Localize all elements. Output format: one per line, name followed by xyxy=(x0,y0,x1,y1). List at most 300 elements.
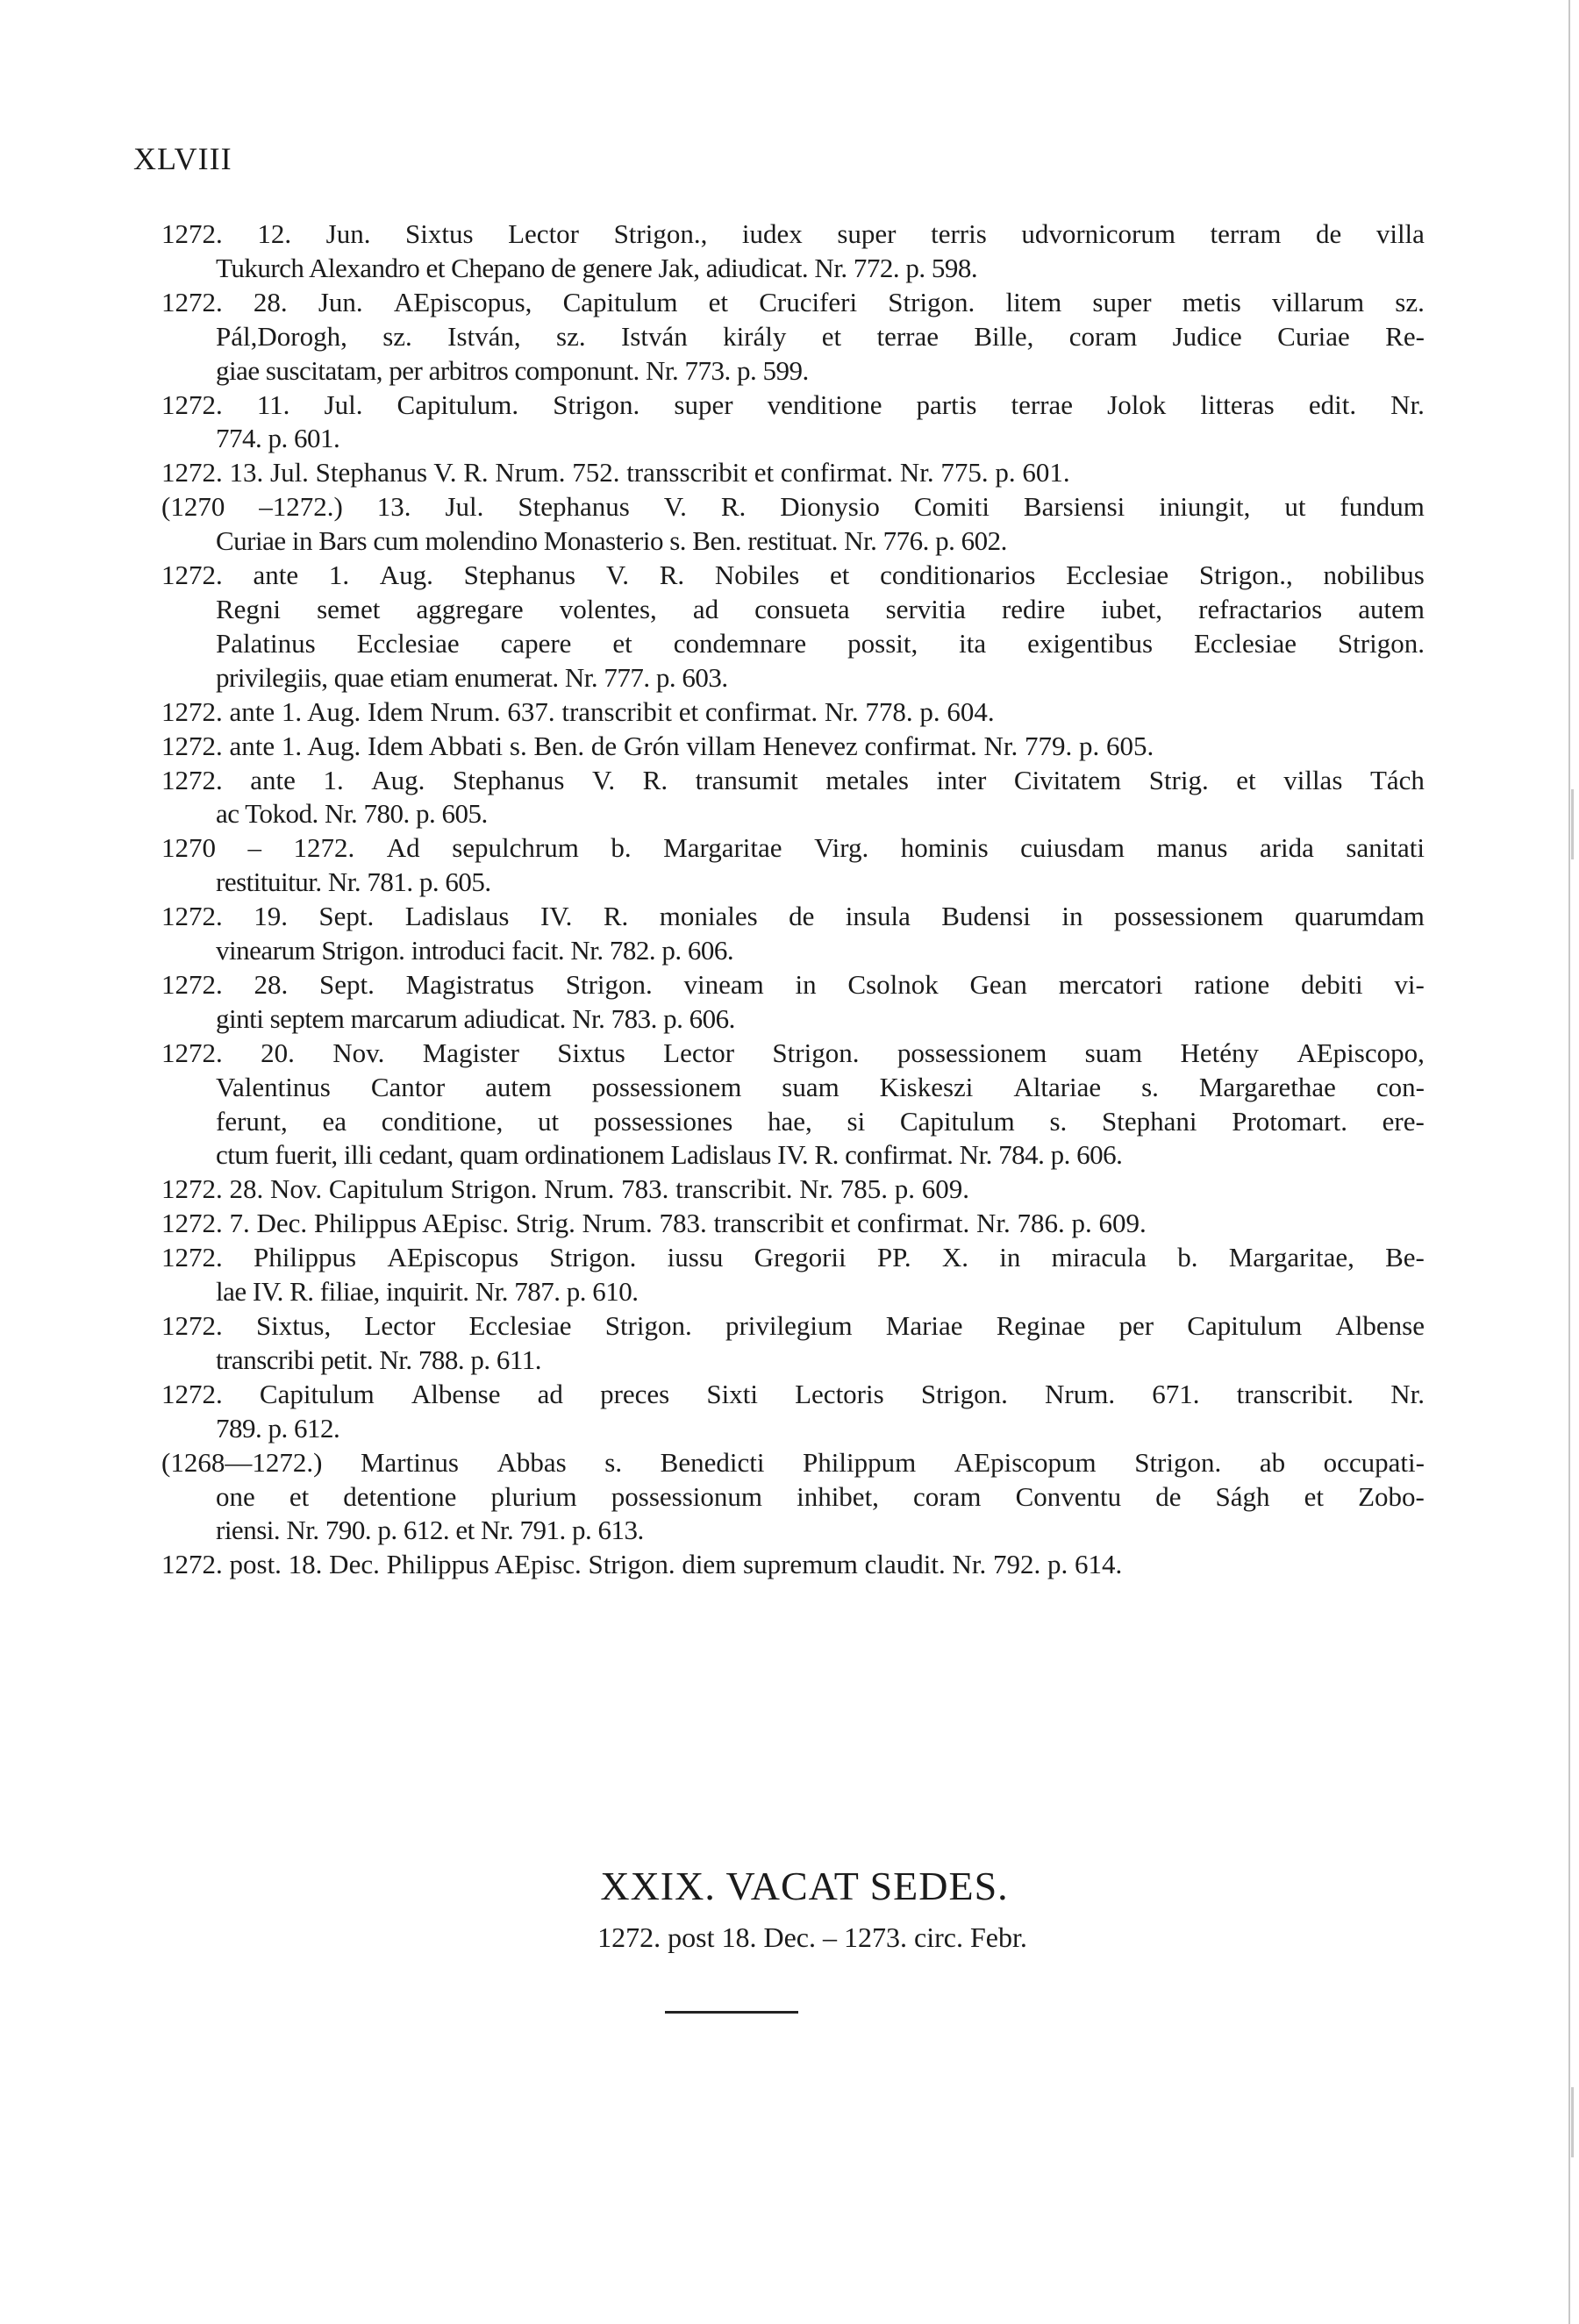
word: et xyxy=(289,1480,310,1512)
word: Cruciferi xyxy=(759,286,858,317)
entry-line-continued: ctum fuerit, illi cedant, quam ordinationem Ladislaus IV. R. confirmat. Nr. 784. p. 606. xyxy=(216,1139,1123,1171)
word: Stephanus xyxy=(518,491,630,523)
word: 1272. xyxy=(161,1242,223,1273)
calendar-entry xyxy=(161,456,1425,490)
word: refractarios xyxy=(1198,593,1323,624)
word: 1272. xyxy=(161,764,223,795)
word: Jul. xyxy=(324,389,363,420)
word: capere xyxy=(500,627,572,659)
section-title: XXIX. VACAT SEDES. xyxy=(600,1864,1009,1908)
word: servitia xyxy=(885,593,966,624)
word: Jun. xyxy=(325,218,371,249)
word: 1272. xyxy=(161,968,223,1000)
word: Jun. xyxy=(318,286,363,317)
word: V. xyxy=(605,560,629,591)
word: Curiae xyxy=(1277,320,1350,352)
scan-edge-mark xyxy=(1571,2087,1574,2157)
word: ut xyxy=(538,1105,560,1137)
word: cuiusdam xyxy=(1020,832,1125,864)
word: sz. xyxy=(556,320,586,352)
word: Comiti xyxy=(913,491,990,523)
entry-line-continued xyxy=(161,1480,1425,1515)
word: Stephanus xyxy=(463,560,576,591)
word: terrae xyxy=(876,320,940,352)
word: Csolnok xyxy=(847,968,939,1000)
word: Philippum xyxy=(803,1446,917,1478)
word: –1272.) xyxy=(259,491,343,523)
word: Margaritae xyxy=(663,832,782,864)
entry-line-first xyxy=(161,1446,1425,1480)
word: possessionum xyxy=(611,1480,762,1512)
word: Nr. xyxy=(1390,1378,1425,1409)
word: de xyxy=(1155,1480,1182,1512)
calendar-entry xyxy=(161,900,1425,968)
word: ab xyxy=(1259,1446,1286,1478)
word: possit, xyxy=(847,627,918,659)
word: Be- xyxy=(1385,1242,1425,1273)
word: Budensi xyxy=(941,901,1031,932)
word: Stephani xyxy=(1102,1105,1197,1137)
word: Ecclesiae xyxy=(356,627,460,659)
word: Margarethae xyxy=(1198,1071,1336,1102)
entry-line-continued: lae IV. R. filiae, inquirit. Nr. 787. p. 610. xyxy=(216,1276,639,1308)
word: sz. xyxy=(382,320,412,352)
word: super xyxy=(674,389,733,420)
entry-line-first xyxy=(161,389,1425,423)
word: Jolok xyxy=(1107,389,1167,420)
word: Strigon. xyxy=(920,1378,1008,1409)
word: terrae xyxy=(1011,389,1074,420)
word: super xyxy=(837,218,897,249)
word: coram xyxy=(913,1480,982,1512)
word: IV. xyxy=(539,901,573,932)
word: possessionem xyxy=(1113,901,1264,932)
word: 13. xyxy=(376,491,411,523)
word: sanitati xyxy=(1346,832,1425,864)
word: ut xyxy=(1284,491,1306,523)
word: iudex xyxy=(741,218,803,249)
word: fundum xyxy=(1340,491,1425,523)
word: 1272. xyxy=(161,286,223,317)
word: 1. xyxy=(328,560,350,591)
word: Strigon. xyxy=(604,1310,692,1341)
word: Lectoris xyxy=(795,1378,884,1409)
word: iussu xyxy=(667,1242,724,1273)
word: autem xyxy=(485,1071,552,1102)
word: litem xyxy=(1005,286,1062,317)
calendar-entry xyxy=(161,1173,1425,1207)
word: conditionarios xyxy=(880,560,1036,591)
word: Sixtus xyxy=(405,218,474,249)
word: semet xyxy=(317,593,381,624)
word: Valentinus xyxy=(216,1071,331,1102)
word: ferunt, xyxy=(216,1105,288,1137)
word: Magistratus xyxy=(405,968,534,1000)
entry-line-first: 1272. 13. Jul. Stephanus V. R. Nrum. 752. transscribit et confirmat. Nr. 775. p. 601. xyxy=(161,457,1070,488)
word: V. xyxy=(663,491,687,523)
word: metales xyxy=(825,764,909,795)
word: hominis xyxy=(900,832,989,864)
word: Hetény xyxy=(1180,1037,1259,1068)
word: insula xyxy=(845,901,911,932)
entry-line-continued: riensi. Nr. 790. p. 612. et Nr. 791. p. 613. xyxy=(216,1515,644,1546)
word: arida xyxy=(1259,832,1314,864)
word: de xyxy=(1316,218,1342,249)
word: Sixti xyxy=(706,1378,758,1409)
word: autem xyxy=(1358,593,1425,624)
word: et xyxy=(830,560,850,591)
word: suam xyxy=(782,1071,840,1102)
word: Nobiles xyxy=(714,560,800,591)
word: Bille, xyxy=(974,320,1034,352)
entry-line-continued xyxy=(161,1105,1425,1139)
word: in xyxy=(795,968,817,1000)
entry-line-continued: restituitur. Nr. 781. p. 605. xyxy=(216,866,491,898)
entry-line-first xyxy=(161,764,1425,798)
word: ad xyxy=(537,1378,563,1409)
word: Capitulum xyxy=(1187,1310,1303,1341)
word: Conventu xyxy=(1015,1480,1122,1512)
calendar-entry xyxy=(161,286,1425,389)
word: occupati- xyxy=(1323,1446,1425,1478)
word: Nr. xyxy=(1390,389,1425,420)
word: 1270 xyxy=(161,832,216,864)
word: udvornicorum xyxy=(1021,218,1175,249)
word: iniungit, xyxy=(1159,491,1251,523)
word: venditione xyxy=(767,389,882,420)
word: villas xyxy=(1283,764,1343,795)
word: Capitulum xyxy=(259,1378,375,1409)
word: b. xyxy=(1177,1242,1198,1273)
word: Strigon. xyxy=(888,286,975,317)
word: coram xyxy=(1068,320,1138,352)
word: 1272. xyxy=(161,1310,223,1341)
word: PP. xyxy=(876,1242,911,1273)
word: Strigon. xyxy=(772,1037,860,1068)
entry-line-continued xyxy=(161,593,1425,627)
word: et xyxy=(821,320,842,352)
word: litteras xyxy=(1200,389,1275,420)
word: Barsiensi xyxy=(1023,491,1125,523)
word: transumit xyxy=(695,764,798,795)
word: (1270 xyxy=(161,491,225,523)
word: quarumdam xyxy=(1294,901,1425,932)
calendar-entry xyxy=(161,389,1425,457)
word: 1272. xyxy=(161,218,223,249)
word: ratione xyxy=(1194,968,1270,1000)
entry-line-continued: transcribi petit. Nr. 788. p. 611. xyxy=(216,1344,542,1375)
entry-line-continued xyxy=(161,1071,1425,1105)
word: Sixtus xyxy=(557,1037,625,1068)
word: R. xyxy=(603,901,629,932)
word: one xyxy=(216,1480,255,1512)
word: detentione xyxy=(343,1480,457,1512)
section-dates: 1272. post 18. Dec. – 1273. circ. Febr. xyxy=(597,1921,1027,1953)
word: Philippus xyxy=(253,1242,357,1273)
entry-line-first xyxy=(161,1241,1425,1275)
word: hae, xyxy=(768,1105,812,1137)
word: – xyxy=(247,832,262,864)
word: privilegium xyxy=(725,1310,853,1341)
word: Judice xyxy=(1172,320,1242,352)
calendar-entry xyxy=(161,1548,1425,1582)
word: Dionysio xyxy=(780,491,880,523)
word: V. xyxy=(591,764,616,795)
page-number: XLVIII xyxy=(133,141,232,176)
word: con- xyxy=(1375,1071,1425,1102)
word: Nov. xyxy=(332,1037,385,1068)
word: Mariae xyxy=(885,1310,963,1341)
word: Albense xyxy=(1335,1310,1425,1341)
calendar-entry xyxy=(161,695,1425,730)
word: Ecclesiae xyxy=(1066,560,1169,591)
word: (1268—1272.) xyxy=(161,1446,323,1478)
word: per xyxy=(1118,1310,1154,1341)
word: Strigon., xyxy=(613,218,708,249)
word: király xyxy=(723,320,787,352)
word: villarum xyxy=(1272,286,1365,317)
entry-line-continued xyxy=(161,320,1425,354)
word: possessionem xyxy=(591,1071,742,1102)
word: István xyxy=(620,320,688,352)
scan-edge-line xyxy=(1568,0,1570,2324)
word: si xyxy=(847,1105,866,1137)
entry-line-first: 1272. 28. Nov. Capitulum Strigon. Nrum. 783. transcribit. Nr. 785. p. 609. xyxy=(161,1173,970,1205)
word: s. xyxy=(1141,1071,1159,1102)
word: metis xyxy=(1182,286,1241,317)
word: ere- xyxy=(1382,1105,1425,1137)
word: aggregare xyxy=(416,593,524,624)
word: vi- xyxy=(1394,968,1425,1000)
word: 1272. xyxy=(161,1037,223,1068)
word: suam xyxy=(1084,1037,1143,1068)
word: R. xyxy=(642,764,668,795)
word: Tách xyxy=(1369,764,1425,795)
word: Sept. xyxy=(319,968,375,1000)
word: Strigon. xyxy=(565,968,653,1000)
word: terris xyxy=(931,218,987,249)
word: Strigon. xyxy=(1337,627,1425,659)
word: Stephanus xyxy=(452,764,565,795)
word: s. xyxy=(604,1446,623,1478)
word: de xyxy=(789,901,815,932)
word: sz. xyxy=(1395,286,1425,317)
word: condemnare xyxy=(673,627,807,659)
word: Gean xyxy=(969,968,1027,1000)
word: Aug. xyxy=(371,764,425,795)
word: Capitulum xyxy=(562,286,678,317)
word: Virg. xyxy=(814,832,869,864)
calendar-entry xyxy=(161,1241,1425,1309)
word: 1. xyxy=(323,764,344,795)
word: partis xyxy=(916,389,977,420)
entry-line-first xyxy=(161,1309,1425,1344)
word: Capitulum xyxy=(899,1105,1015,1137)
word: 19. xyxy=(254,901,288,932)
word: Kiskeszi xyxy=(879,1071,974,1102)
word: Magister xyxy=(422,1037,519,1068)
word: miracula xyxy=(1051,1242,1147,1273)
word: Ladislaus xyxy=(404,901,510,932)
word: inhibet, xyxy=(797,1480,879,1512)
word: Regni xyxy=(216,593,282,624)
word: 1272. xyxy=(161,560,223,591)
entry-line-continued: 789. p. 612. xyxy=(216,1412,340,1444)
word: et xyxy=(1236,764,1256,795)
word: Strigon. xyxy=(553,389,640,420)
word: et xyxy=(1304,1480,1324,1512)
entry-line-first xyxy=(161,1378,1425,1412)
scan-edge-mark xyxy=(1571,789,1574,859)
word: Ecclesiae xyxy=(1193,627,1297,659)
word: Lector xyxy=(663,1037,735,1068)
word: terram xyxy=(1210,218,1282,249)
word: Martinus xyxy=(360,1446,459,1478)
entry-line-first xyxy=(161,217,1425,252)
word: redire xyxy=(1001,593,1066,624)
entry-line-continued: 774. p. 601. xyxy=(216,423,340,454)
word: Abbas xyxy=(497,1446,567,1478)
calendar-entry xyxy=(161,1309,1425,1378)
entry-line-continued: ginti septem marcarum adiudicat. Nr. 783. p. 606. xyxy=(216,1002,735,1034)
entry-line-first xyxy=(161,286,1425,320)
word: Sixtus, xyxy=(255,1310,332,1341)
section-heading xyxy=(0,1863,1579,1954)
word: AEpiscopus xyxy=(387,1242,519,1273)
word: et xyxy=(708,286,729,317)
word: 28. xyxy=(253,286,288,317)
word: 28. xyxy=(254,968,289,1000)
word: ante xyxy=(253,560,299,591)
entry-line-continued: ac Tokod. Nr. 780. p. 605. xyxy=(216,798,488,830)
word: preces xyxy=(600,1378,670,1409)
word: villa xyxy=(1375,218,1425,249)
word: Sept. xyxy=(318,901,375,932)
word: volentes, xyxy=(559,593,657,624)
word: Gregorii xyxy=(754,1242,847,1273)
word: Zobo- xyxy=(1358,1480,1425,1512)
word: X. xyxy=(941,1242,969,1273)
word: Reginae xyxy=(996,1310,1086,1341)
word: manus xyxy=(1156,832,1228,864)
word: et xyxy=(612,627,632,659)
entry-line-first xyxy=(161,831,1425,866)
entry-list xyxy=(161,217,1425,1582)
calendar-entry xyxy=(161,730,1425,764)
word: Ad xyxy=(386,832,420,864)
word: ita xyxy=(959,627,987,659)
word: AEpiscopus, xyxy=(393,286,532,317)
word: Re- xyxy=(1385,320,1425,352)
calendar-entry xyxy=(161,1037,1425,1173)
word: Strig. xyxy=(1148,764,1209,795)
word: ante xyxy=(250,764,296,795)
word: conditione, xyxy=(381,1105,504,1137)
word: super xyxy=(1092,286,1152,317)
word: Protomart. xyxy=(1232,1105,1347,1137)
word: edit. xyxy=(1308,389,1357,420)
word: nobilibus xyxy=(1323,560,1425,591)
entry-line-first: 1272. ante 1. Aug. Idem Nrum. 637. transcribit et confirmat. Nr. 778. p. 604. xyxy=(161,695,995,727)
word: Palatinus xyxy=(216,627,316,659)
entry-line-first: 1272. post. 18. Dec. Philippus AEpisc. Strigon. diem supremum claudit. Nr. 792. p. 614. xyxy=(161,1549,1123,1580)
entry-line-continued: vinearum Strigon. introduci facit. Nr. 782. p. 606. xyxy=(216,935,734,966)
word: Pál,Dorogh, xyxy=(216,320,347,352)
word: 1272. xyxy=(161,1378,223,1409)
word: Capitulum. xyxy=(397,389,519,420)
word: ea xyxy=(322,1105,347,1137)
word: Ságh xyxy=(1215,1480,1270,1512)
entry-line-continued: Curiae in Bars cum molendino Monasterio s. Ben. restituat. Nr. 776. p. 602. xyxy=(216,525,1007,557)
word: R. xyxy=(659,560,685,591)
word: 1272. xyxy=(293,832,355,864)
word: 671. xyxy=(1152,1378,1200,1409)
word: vineam xyxy=(683,968,764,1000)
word: Lector xyxy=(508,218,579,249)
entry-line-continued: privilegiis, quae etiam enumerat. Nr. 777. p. 603. xyxy=(216,661,728,693)
word: exigentibus xyxy=(1027,627,1154,659)
word: possessiones xyxy=(593,1105,733,1137)
word: 20. xyxy=(261,1037,295,1068)
word: Civitatem xyxy=(1013,764,1122,795)
calendar-entry xyxy=(161,831,1425,900)
word: moniales xyxy=(659,901,758,932)
calendar-entry xyxy=(161,559,1425,695)
word: István, xyxy=(447,320,521,352)
calendar-entry xyxy=(161,490,1425,559)
closing-rule xyxy=(665,2011,798,2014)
calendar-entry xyxy=(161,968,1425,1037)
entry-line-continued: giae suscitatam, per arbitros componunt. Nr. 773. p. 599. xyxy=(216,354,809,386)
word: AEpiscopo, xyxy=(1297,1037,1425,1068)
word: Lector xyxy=(364,1310,436,1341)
word: 11. xyxy=(256,389,290,420)
word: transcribit. xyxy=(1236,1378,1354,1409)
word: 1272. xyxy=(161,901,223,932)
word: Jul. xyxy=(445,491,484,523)
entry-line-first xyxy=(161,559,1425,593)
word: in xyxy=(999,1242,1021,1273)
word: mercatori xyxy=(1058,968,1163,1000)
word: s. xyxy=(1049,1105,1068,1137)
word: Cantor xyxy=(370,1071,446,1102)
entry-line-first xyxy=(161,900,1425,934)
word: Margaritae, xyxy=(1228,1242,1354,1273)
word: Strigon., xyxy=(1198,560,1293,591)
entry-line-first xyxy=(161,1037,1425,1071)
word: sepulchrum xyxy=(452,832,579,864)
word: Ecclesiae xyxy=(468,1310,572,1341)
word: iubet, xyxy=(1101,593,1163,624)
entry-line-continued: Tukurch Alexandro et Chepano de genere Jak, adiudicat. Nr. 772. p. 598. xyxy=(216,252,978,283)
word: R. xyxy=(720,491,747,523)
word: AEpiscopum xyxy=(954,1446,1097,1478)
entry-line-first: 1272. 7. Dec. Philippus AEpisc. Strig. Nrum. 783. transcribit et confirmat. Nr. 786. p. 609. xyxy=(161,1208,1147,1239)
entry-line-first: 1272. ante 1. Aug. Idem Abbati s. Ben. de Grón villam Henevez confirmat. Nr. 779. p. 605. xyxy=(161,730,1154,761)
word: Nrum. xyxy=(1045,1378,1116,1409)
word: Albense xyxy=(411,1378,501,1409)
word: ad xyxy=(692,593,719,624)
word: Strigon. xyxy=(549,1242,637,1273)
word: possessionem xyxy=(897,1037,1047,1068)
word: 1272. xyxy=(161,389,223,420)
word: in xyxy=(1061,901,1083,932)
word: Strigon. xyxy=(1134,1446,1222,1478)
word: debiti xyxy=(1301,968,1363,1000)
calendar-entry xyxy=(161,1446,1425,1549)
word: 12. xyxy=(257,218,292,249)
entry-line-first xyxy=(161,968,1425,1002)
